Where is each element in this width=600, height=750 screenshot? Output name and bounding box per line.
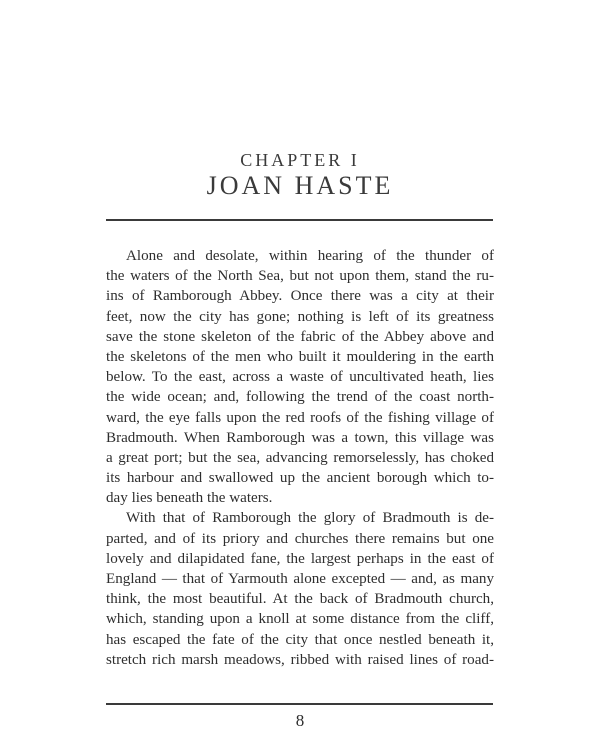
paragraph-2 — [106, 508, 494, 670]
text-line: its harbour and swallowed up the ancient borough which to- — [106, 470, 494, 487]
text-line: England — that of Yarmouth alone excepted — and, as many — [106, 571, 494, 587]
body-text — [106, 246, 494, 670]
text-line: a great port; but the sea, advancing remorselessly, has choked — [106, 449, 494, 466]
text-line: parted, and of its priory and churches there remains but one — [106, 530, 494, 547]
text-line: save the stone skeleton of the fabric of the Abbey above and — [106, 328, 494, 345]
text-line: the skeletons of the men who built it mouldering in the earth — [106, 348, 494, 365]
text-line: ward, the eye falls upon the red roofs of the fishing village of — [106, 409, 494, 426]
text-line: stretch rich marsh meadows, ribbed with raised lines of road- — [106, 651, 494, 668]
text-line: the waters of the North Sea, but not upon them, stand the ru- — [106, 268, 494, 285]
chapter-label: CHAPTER I — [240, 150, 360, 170]
text-line: feet, now the city has gone; nothing is left of its greatness — [106, 308, 494, 325]
text-line: lovely and dilapidated fane, the largest perhaps in the east of — [106, 550, 494, 567]
text-line: ins of Ramborough Abbey. Once there was a city at their — [106, 288, 494, 305]
text-line: day lies beneath the waters. — [106, 490, 273, 507]
top-rule — [106, 219, 493, 221]
text-line: think, the most beautiful. At the back of Bradmouth church, — [106, 591, 494, 608]
page-number: 8 — [295, 711, 305, 730]
text-line: Alone and desolate, within hearing of the thunder of — [126, 248, 494, 264]
text-line: which, standing upon a knoll at some distance from the cliff, — [106, 611, 494, 628]
chapter-title: JOAN HASTE — [206, 171, 394, 200]
bottom-rule — [106, 703, 493, 705]
paragraph-1 — [106, 246, 494, 508]
text-line: has escaped the fate of the city that once nestled beneath it, — [106, 631, 494, 648]
text-line: Bradmouth. When Ramborough was a town, this village was — [106, 429, 494, 446]
text-line: the wide ocean; and, following the trend of the coast north- — [106, 389, 494, 406]
text-line: With that of Ramborough the glory of Bradmouth is de- — [126, 510, 494, 527]
text-line: below. To the east, across a waste of uncultivated heath, lies — [106, 369, 494, 386]
